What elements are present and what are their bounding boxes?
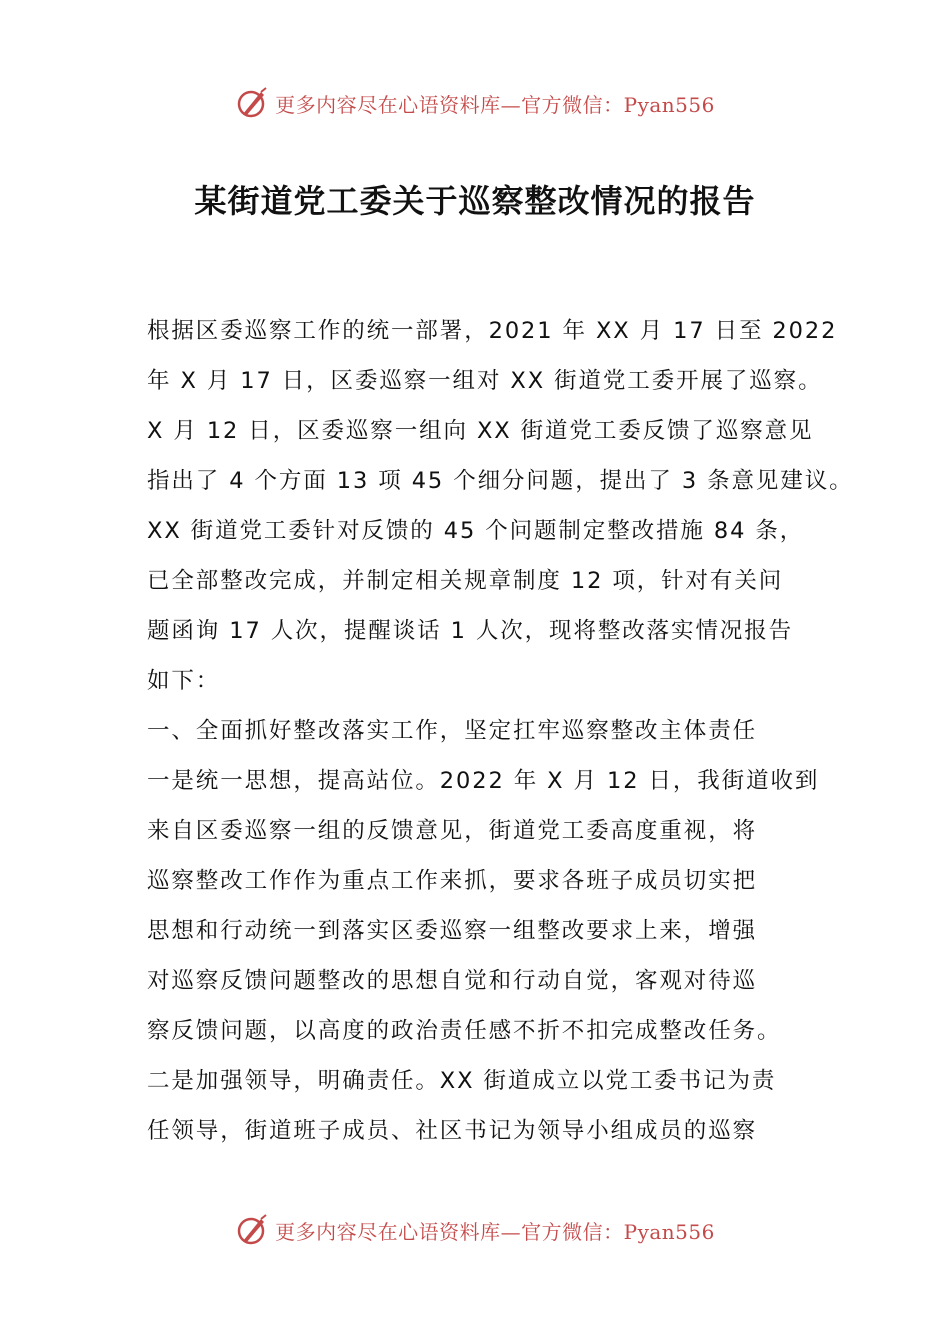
body-line: 二是加强领导，明确责任。XX 街道成立以党工委书记为责 [147,1068,777,1094]
watermark-header [0,83,950,123]
body-line: 如下： [147,668,221,694]
body-line: 一是统一思想，提高站位。2022 年 X 月 12 日，我街道收到 [147,768,820,794]
watermark-footer [0,1210,950,1250]
body-line: 指出了 4 个方面 13 项 45 个细分问题，提出了 3 条意见建议。 [147,468,854,494]
pen-in-circle-icon [235,86,269,120]
body-line: X 月 12 日，区委巡察一组向 XX 街道党工委反馈了巡察意见 [147,418,814,444]
body-line: 思想和行动统一到落实区委巡察一组整改要求上来，增强 [147,918,758,944]
section-heading: 一、全面抓好整改落实工作，坚定扛牢巡察整改主体责任 [147,718,758,744]
document-title: 某街道党工委关于巡察整改情况的报告 [194,182,756,220]
watermark-text: 更多内容尽在心语资料库—官方微信：Pyan556 [275,92,715,117]
body-line: 任领导，街道班子成员、社区书记为领导小组成员的巡察 [147,1118,758,1144]
body-line: 来自区委巡察一组的反馈意见，街道党工委高度重视，将 [147,818,758,844]
body-line: 题函询 17 人次，提醒谈话 1 人次，现将整改落实情况报告 [147,618,794,644]
body-line: 已全部整改完成，并制定相关规章制度 12 项，针对有关问 [147,568,784,594]
body-line: 对巡察反馈问题整改的思想自觉和行动自觉，客观对待巡 [147,968,758,994]
body-line: 察反馈问题，以高度的政治责任感不折不扣完成整改任务。 [147,1018,782,1044]
body-line: 年 X 月 17 日，区委巡察一组对 XX 街道党工委开展了巡察。 [147,368,823,394]
pen-in-circle-icon [235,1213,269,1247]
body-line: XX 街道党工委针对反馈的 45 个问题制定整改措施 84 条， [147,518,805,544]
body-line: 根据区委巡察工作的统一部署，2021 年 XX 月 17 日至 2022 [147,318,838,344]
body-line: 巡察整改工作作为重点工作来抓，要求各班子成员切实把 [147,868,758,894]
watermark-text: 更多内容尽在心语资料库—官方微信：Pyan556 [275,1219,715,1244]
document-body [147,306,854,1156]
